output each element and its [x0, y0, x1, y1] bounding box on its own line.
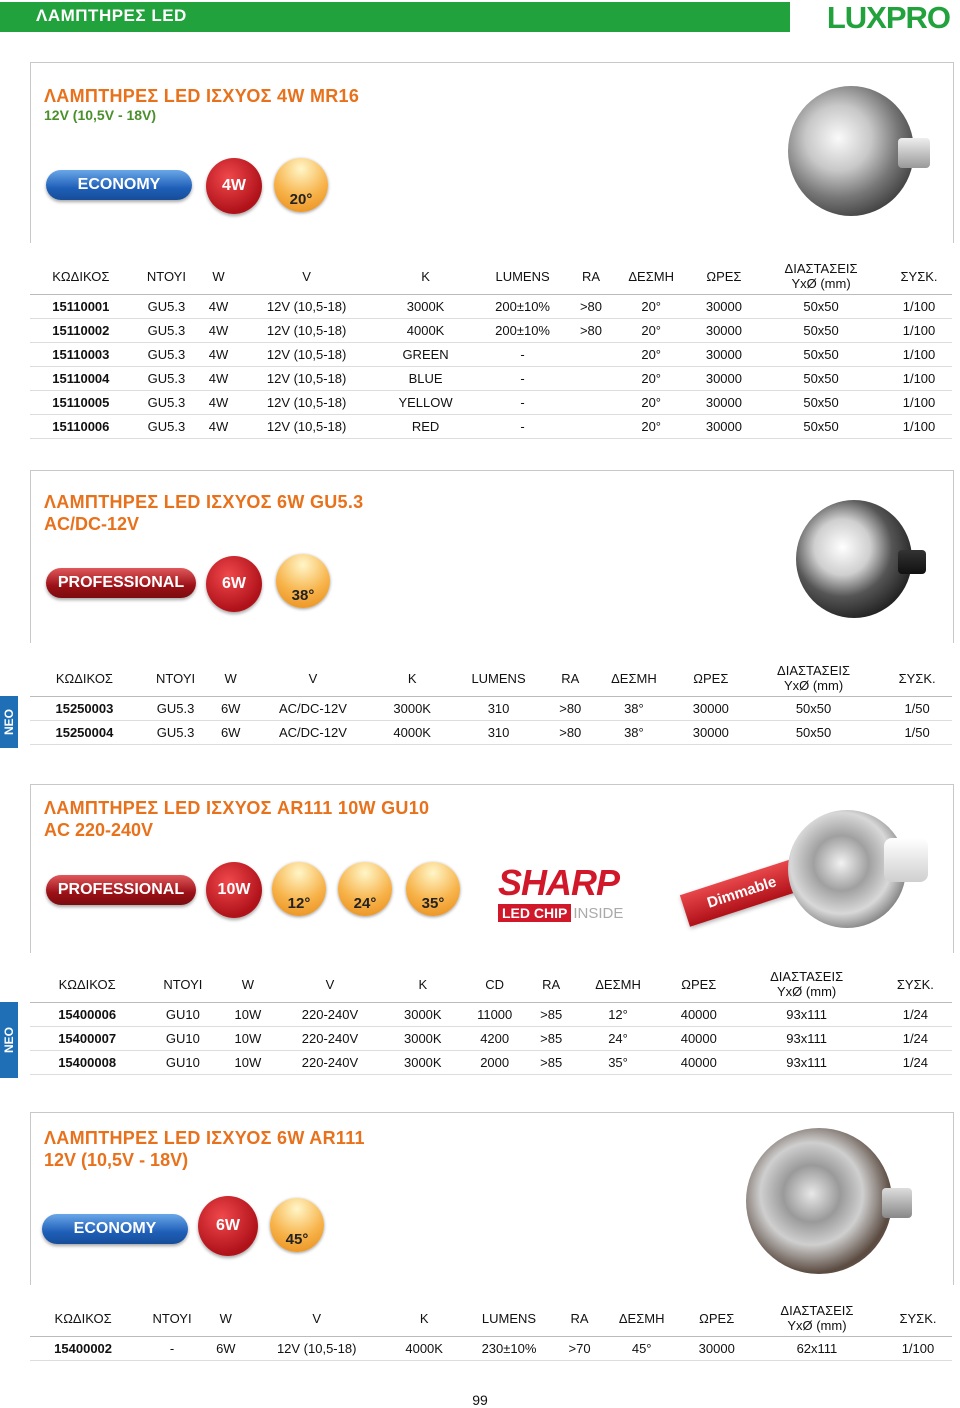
beam-angle-label: 20°	[289, 191, 313, 208]
table-cell: >80	[571, 295, 610, 319]
product-code-cell: 15250004	[30, 721, 139, 745]
col-kelvin: K	[377, 660, 448, 697]
table-cell: 20°	[611, 391, 692, 415]
table-cell: 1/24	[879, 1003, 952, 1027]
table-cell: 3000K	[386, 1003, 460, 1027]
table-cell: 3000K	[386, 1027, 460, 1051]
table-cell: 20°	[611, 319, 692, 343]
table-body	[30, 1003, 952, 1075]
table-cell: GU5.3	[132, 343, 202, 367]
table-cell: 4W	[201, 295, 236, 319]
col-dimensions: ΔΙΑΣΤΑΣΕΙΣ ΥxØ (mm)	[750, 1300, 884, 1337]
col-ra: RA	[559, 1300, 600, 1337]
col-volt: V	[274, 966, 385, 1003]
table-cell: 20°	[611, 367, 692, 391]
power-badge: 6W	[198, 1196, 258, 1256]
table-cell: 4000K	[377, 721, 448, 745]
table-cell: 50x50	[756, 295, 886, 319]
table-cell: 4200	[460, 1027, 530, 1051]
col-kelvin: K	[386, 966, 460, 1003]
table-cell: 30000	[684, 1337, 750, 1361]
table-cell: 12V (10,5-18)	[236, 391, 377, 415]
table-cell: BLUE	[377, 367, 473, 391]
table-body	[30, 697, 952, 745]
table-cell: 1/100	[884, 1337, 952, 1361]
spec-table-6w-ar111	[30, 1300, 952, 1361]
lamp-pins	[898, 138, 930, 168]
table-cell: GU5.3	[132, 415, 202, 439]
col-hours: ΩΡΕΣ	[684, 1300, 750, 1337]
table-cell: 20°	[611, 343, 692, 367]
table-cell: AC/DC-12V	[249, 697, 377, 721]
table-cell: 24°	[573, 1027, 663, 1051]
col-watt: W	[221, 966, 274, 1003]
table-cell: GU10	[144, 1051, 221, 1075]
col-beam: ΔΕΣΜΗ	[600, 1300, 684, 1337]
beam-angle-label: 45°	[285, 1231, 309, 1248]
product-code-cell: 15110002	[30, 319, 132, 343]
table-cell: 1/24	[879, 1027, 952, 1051]
col-watt: W	[208, 1300, 244, 1337]
beam-angle-icon	[272, 862, 326, 916]
table-cell: 4W	[201, 367, 236, 391]
col-candela: CD	[460, 966, 530, 1003]
table-cell: 1/50	[882, 721, 952, 745]
sharp-led-chip-logo	[498, 862, 623, 923]
product-code-cell: 15110001	[30, 295, 132, 319]
table-cell: 38°	[591, 721, 677, 745]
beam-angle-icon	[338, 862, 392, 916]
table-cell: >70	[559, 1337, 600, 1361]
section-title: ΛΑΜΠΤΗΡΕΣ LED ΙΣΧΥΟΣ 6W GU5.3	[44, 492, 364, 512]
section-subtitle: 12V (10,5V - 18V)	[44, 1150, 189, 1170]
table-cell: 12V (10,5-18)	[236, 415, 377, 439]
spec-table-4w-mr16	[30, 258, 952, 439]
table-cell: GU5.3	[132, 391, 202, 415]
new-tag: ΝΕΟ	[0, 696, 18, 748]
table-cell: >85	[529, 1027, 573, 1051]
table-cell	[571, 415, 610, 439]
dimmable-badge: Dimmable	[680, 858, 804, 926]
col-volt: V	[236, 258, 377, 295]
col-socket: ΝΤΟΥΙ	[136, 1300, 208, 1337]
luxpro-logo: LUXPRO	[826, 0, 950, 35]
table-cell: 12V (10,5-18)	[236, 367, 377, 391]
table-cell: 12V (10,5-18)	[236, 343, 377, 367]
table-cell: 1/24	[879, 1051, 952, 1075]
table-cell: 30000	[692, 295, 756, 319]
inside-label: INSIDE	[573, 905, 624, 922]
table-row	[30, 319, 952, 343]
product-code-cell: 15400007	[30, 1027, 144, 1051]
col-code: ΚΩΔΙΚΟΣ	[30, 1300, 136, 1337]
table-row	[30, 367, 952, 391]
table-cell: 4000K	[377, 319, 473, 343]
col-beam: ΔΕΣΜΗ	[611, 258, 692, 295]
ar111-gu10-lamp-image	[788, 810, 906, 928]
col-code: ΚΩΔΙΚΟΣ	[30, 660, 139, 697]
product-code-cell: 15400002	[30, 1337, 136, 1361]
spec-table-6w-gu53	[30, 660, 952, 745]
sharp-brand: SHARP	[498, 862, 620, 903]
table-cell: 12V (10,5-18)	[244, 1337, 390, 1361]
col-hours: ΩΡΕΣ	[677, 660, 745, 697]
table-cell: 6W	[208, 1337, 244, 1361]
beam-angle-label: 12°	[287, 895, 311, 912]
table-cell: 30000	[692, 319, 756, 343]
table-cell: 30000	[692, 343, 756, 367]
beam-angle-label: 35°	[421, 895, 445, 912]
col-hours: ΩΡΕΣ	[663, 966, 734, 1003]
col-lumens: LUMENS	[448, 660, 550, 697]
table-cell: 12°	[573, 1003, 663, 1027]
beam-angle-label: 38°	[291, 587, 315, 604]
product-code-cell: 15110003	[30, 343, 132, 367]
table-cell	[571, 343, 610, 367]
table-cell: -	[474, 343, 572, 367]
table-cell: 230±10%	[459, 1337, 560, 1361]
table-cell: 50x50	[745, 721, 882, 745]
table-cell: 2000	[460, 1051, 530, 1075]
mr16-lamp-image	[788, 86, 914, 216]
table-cell: 4W	[201, 391, 236, 415]
col-kelvin: K	[377, 258, 473, 295]
table-cell: 1/100	[886, 343, 952, 367]
table-cell: 93x111	[735, 1027, 879, 1051]
col-lumens: LUMENS	[459, 1300, 560, 1337]
table-cell: 50x50	[756, 391, 886, 415]
col-pack: ΣΥΣΚ.	[879, 966, 952, 1003]
col-code: ΚΩΔΙΚΟΣ	[30, 258, 132, 295]
table-cell: 1/100	[886, 295, 952, 319]
table-cell: 4000K	[390, 1337, 459, 1361]
table-cell: 4W	[201, 343, 236, 367]
table-cell: GU10	[144, 1003, 221, 1027]
table-cell: >85	[529, 1051, 573, 1075]
table-cell	[571, 367, 610, 391]
table-cell: 30000	[692, 367, 756, 391]
table-cell: GU10	[144, 1027, 221, 1051]
col-socket: ΝΤΟΥΙ	[144, 966, 221, 1003]
table-cell: -	[474, 391, 572, 415]
led-chip-label: LED CHIP	[498, 904, 571, 922]
page-header	[0, 0, 960, 34]
table-cell: 50x50	[756, 343, 886, 367]
table-cell: 45°	[600, 1337, 684, 1361]
table-cell: GU5.3	[132, 367, 202, 391]
product-code-cell: 15110005	[30, 391, 132, 415]
table-row	[30, 343, 952, 367]
table-cell: 3000K	[377, 697, 448, 721]
table-cell: 50x50	[756, 415, 886, 439]
table-cell: 10W	[221, 1051, 274, 1075]
page-title: ΛΑΜΠΤΗΡΕΣ LED	[36, 6, 187, 25]
table-cell: 3000K	[386, 1051, 460, 1075]
col-watt: W	[212, 660, 249, 697]
table-cell: 220-240V	[274, 1051, 385, 1075]
table-cell: 220-240V	[274, 1003, 385, 1027]
col-ra: RA	[571, 258, 610, 295]
product-code-cell: 15250003	[30, 697, 139, 721]
table-cell: 6W	[212, 721, 249, 745]
table-cell: 30000	[692, 415, 756, 439]
table-cell	[571, 391, 610, 415]
table-cell: 35°	[573, 1051, 663, 1075]
table-cell: 200±10%	[474, 319, 572, 343]
table-row	[30, 1337, 952, 1361]
table-cell: GU5.3	[139, 697, 213, 721]
section-title: ΛΑΜΠΤΗΡΕΣ LED ΙΣΧΥΟΣ 4W MR16	[44, 86, 360, 106]
col-socket: ΝΤΟΥΙ	[132, 258, 202, 295]
table-cell: 12V (10,5-18)	[236, 295, 377, 319]
table-cell: 6W	[212, 697, 249, 721]
col-ra: RA	[529, 966, 573, 1003]
col-dimensions: ΔΙΑΣΤΑΣΕΙΣ ΥxØ (mm)	[756, 258, 886, 295]
economy-badge: ECONOMY	[46, 170, 192, 200]
table-cell: 1/100	[886, 391, 952, 415]
table-row	[30, 295, 952, 319]
gu53-lamp-image	[796, 500, 912, 618]
table-body	[30, 295, 952, 439]
section-subtitle: 12V (10,5V - 18V)	[44, 107, 157, 123]
table-cell: 1/100	[886, 367, 952, 391]
table-cell: 50x50	[756, 319, 886, 343]
table-cell: 30000	[692, 391, 756, 415]
table-cell: 12V (10,5-18)	[236, 319, 377, 343]
product-code-cell: 15400008	[30, 1051, 144, 1075]
col-volt: V	[244, 1300, 390, 1337]
table-cell: 1/50	[882, 697, 952, 721]
col-socket: ΝΤΟΥΙ	[139, 660, 213, 697]
beam-angle-label: 24°	[353, 895, 377, 912]
table-cell: >85	[529, 1003, 573, 1027]
col-volt: V	[249, 660, 377, 697]
col-pack: ΣΥΣΚ.	[882, 660, 952, 697]
table-cell: >80	[550, 721, 592, 745]
table-cell: >80	[550, 697, 592, 721]
power-badge: 10W	[206, 862, 262, 918]
product-code-cell: 15110004	[30, 367, 132, 391]
table-cell: 40000	[663, 1027, 734, 1051]
lamp-base	[884, 838, 928, 882]
col-dimensions: ΔΙΑΣΤΑΣΕΙΣ ΥxØ (mm)	[735, 966, 879, 1003]
col-kelvin: K	[390, 1300, 459, 1337]
table-cell: 20°	[611, 295, 692, 319]
section-subtitle: AC/DC-12V	[44, 514, 140, 534]
table-row	[30, 1003, 952, 1027]
table-row	[30, 697, 952, 721]
table-cell: 38°	[591, 697, 677, 721]
table-cell: 10W	[221, 1003, 274, 1027]
table-cell: -	[474, 367, 572, 391]
power-badge: 4W	[206, 158, 262, 214]
table-cell: AC/DC-12V	[249, 721, 377, 745]
table-cell: -	[136, 1337, 208, 1361]
col-ra: RA	[550, 660, 592, 697]
table-header-row	[30, 1300, 952, 1337]
table-cell: 1/100	[886, 319, 952, 343]
product-code-cell: 15400006	[30, 1003, 144, 1027]
professional-badge: PROFESSIONAL	[46, 875, 196, 905]
table-cell: 62x111	[750, 1337, 884, 1361]
col-code: ΚΩΔΙΚΟΣ	[30, 966, 144, 1003]
table-cell: 3000K	[377, 295, 473, 319]
col-watt: W	[201, 258, 236, 295]
table-row	[30, 1027, 952, 1051]
table-cell: 4W	[201, 319, 236, 343]
col-beam: ΔΕΣΜΗ	[591, 660, 677, 697]
new-tag: ΝΕΟ	[0, 1002, 18, 1078]
col-dimensions: ΔΙΑΣΤΑΣΕΙΣ ΥxØ (mm)	[745, 660, 882, 697]
table-cell: 200±10%	[474, 295, 572, 319]
table-cell: 93x111	[735, 1003, 879, 1027]
col-hours: ΩΡΕΣ	[692, 258, 756, 295]
page-number: 99	[472, 1392, 488, 1408]
table-cell: 30000	[677, 721, 745, 745]
table-cell: 50x50	[745, 697, 882, 721]
table-row	[30, 415, 952, 439]
beam-angle-icon	[274, 158, 328, 212]
table-cell: GU5.3	[132, 319, 202, 343]
table-cell: GU5.3	[132, 295, 202, 319]
economy-badge: ECONOMY	[42, 1214, 188, 1244]
table-cell: 40000	[663, 1003, 734, 1027]
table-row	[30, 1051, 952, 1075]
professional-badge: PROFESSIONAL	[46, 568, 196, 598]
table-cell: 93x111	[735, 1051, 879, 1075]
table-cell: GU5.3	[139, 721, 213, 745]
table-cell: 30000	[677, 697, 745, 721]
beam-angle-icon	[406, 862, 460, 916]
lamp-pins	[898, 550, 926, 574]
table-header-row	[30, 966, 952, 1003]
table-cell: 11000	[460, 1003, 530, 1027]
beam-angle-icon	[270, 1198, 324, 1252]
col-lumens: LUMENS	[474, 258, 572, 295]
table-cell: 20°	[611, 415, 692, 439]
spec-table-ar111-10w	[30, 966, 952, 1075]
table-cell: GREEN	[377, 343, 473, 367]
table-cell: 50x50	[756, 367, 886, 391]
table-row	[30, 721, 952, 745]
col-beam: ΔΕΣΜΗ	[573, 966, 663, 1003]
table-cell: 220-240V	[274, 1027, 385, 1051]
power-badge: 6W	[206, 556, 262, 612]
table-cell: YELLOW	[377, 391, 473, 415]
table-cell: 1/100	[886, 415, 952, 439]
table-cell: RED	[377, 415, 473, 439]
section-title: ΛΑΜΠΤΗΡΕΣ LED ΙΣΧΥΟΣ AR111 10W GU10	[44, 798, 430, 818]
table-cell: 10W	[221, 1027, 274, 1051]
table-row	[30, 391, 952, 415]
table-cell: >80	[571, 319, 610, 343]
table-header-row	[30, 258, 952, 295]
col-pack: ΣΥΣΚ.	[884, 1300, 952, 1337]
section-title: ΛΑΜΠΤΗΡΕΣ LED ΙΣΧΥΟΣ 6W AR111	[44, 1128, 365, 1148]
lamp-base	[882, 1188, 912, 1218]
table-cell: 4W	[201, 415, 236, 439]
table-cell: 310	[448, 697, 550, 721]
ar111-6w-lamp-image	[746, 1128, 892, 1274]
table-cell: 310	[448, 721, 550, 745]
beam-angle-icon	[276, 554, 330, 608]
table-cell: -	[474, 415, 572, 439]
table-header-row	[30, 660, 952, 697]
table-body	[30, 1337, 952, 1361]
section-subtitle: AC 220-240V	[44, 820, 154, 840]
product-code-cell: 15110006	[30, 415, 132, 439]
col-pack: ΣΥΣΚ.	[886, 258, 952, 295]
table-cell: 40000	[663, 1051, 734, 1075]
